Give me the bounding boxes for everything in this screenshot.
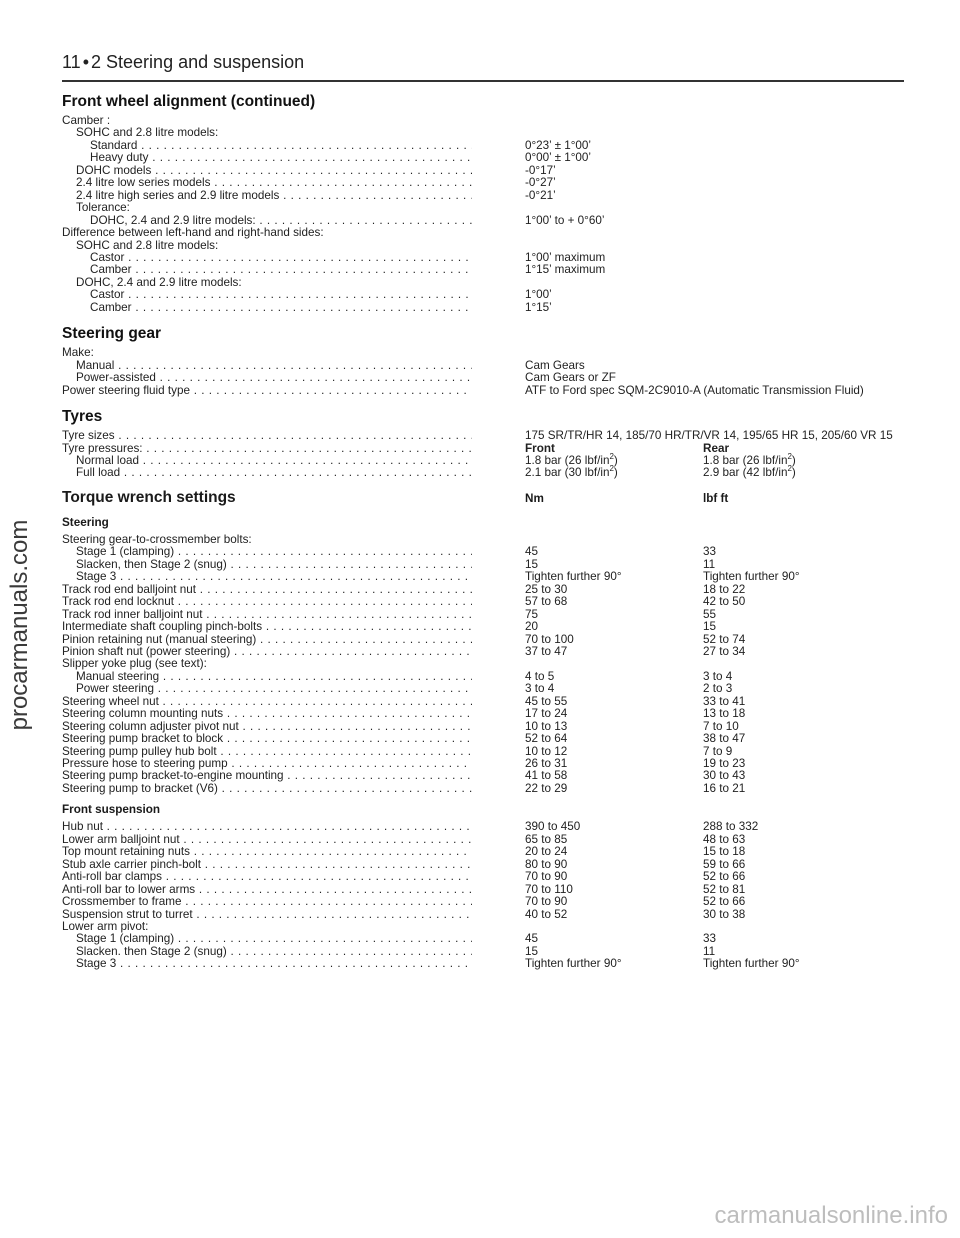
spec-label: Stage 3 . . .	[62, 571, 472, 583]
page-separator: •	[82, 52, 89, 72]
spec-value-imperial: 59 to 66	[703, 857, 746, 871]
spec-row	[62, 770, 904, 782]
alignment-title: Front wheel alignment (continued)	[62, 93, 316, 110]
value-text: 1.8 bar (26 lbf/in	[703, 453, 788, 467]
tyre-pressures-label: Tyre pressures: . . .	[62, 443, 472, 455]
spec-value: 45	[525, 932, 539, 946]
spec-row	[62, 202, 904, 214]
spec-label: Hub nut . . .	[62, 821, 472, 833]
spec-row	[62, 289, 904, 301]
spec-value: 57 to 68	[525, 595, 568, 609]
spec-value: 70 to 110	[525, 882, 573, 896]
spec-value-imperial: 27 to 34	[703, 644, 746, 658]
spec-label: Steering pump to bracket (V6) . . .	[62, 783, 472, 795]
spec-label: Stage 3 . . .	[62, 958, 472, 970]
spec-value: Cam Gears	[525, 358, 585, 372]
squared-mark: 2	[609, 452, 614, 462]
spec-row	[62, 746, 904, 758]
page-sub-number: 2	[91, 52, 102, 72]
full-load-front	[525, 464, 703, 480]
spec-value-imperial: 52 to 66	[703, 870, 746, 884]
steering-gear-title: Steering gear	[62, 325, 162, 343]
footer-watermark: carmanualsonline.info	[714, 1202, 948, 1229]
spec-row	[62, 834, 904, 846]
spec-row	[62, 958, 904, 970]
spec-row	[62, 227, 904, 239]
spec-value: 1°00’ maximum	[525, 250, 606, 264]
spec-value: -0°21’	[525, 188, 556, 202]
spec-row	[62, 671, 904, 683]
spec-value-imperial: 11	[703, 557, 716, 571]
spec-value-imperial: Tighten further 90°	[703, 570, 800, 584]
spec-row	[62, 430, 904, 442]
alignment-rows	[62, 115, 904, 314]
spec-label: Standard . . .	[62, 140, 472, 152]
spec-row	[62, 140, 904, 152]
spec-row	[62, 252, 904, 264]
tyres-title: Tyres	[62, 408, 103, 426]
spec-row	[62, 909, 904, 921]
spec-value-imperial: 18 to 22	[703, 582, 746, 596]
spec-label: Intermediate shaft coupling pinch-bolts . . .	[62, 621, 472, 633]
spec-row	[62, 846, 904, 858]
spec-label: Pinion retaining nut (manual steering) . . .	[62, 634, 472, 646]
spec-value-imperial: 288 to 332	[703, 820, 759, 834]
spec-label: Power steering . . .	[62, 683, 472, 695]
spec-row	[62, 733, 904, 745]
spec-label: Make:	[62, 347, 94, 360]
spec-row	[62, 933, 904, 945]
tyre-sizes-label: Tyre sizes . . .	[62, 430, 472, 442]
rear-column-label: Rear	[703, 441, 729, 455]
nm-column-label: Nm	[525, 491, 544, 505]
spec-label: SOHC and 2.8 litre models:	[76, 239, 219, 252]
spec-value-imperial: 3 to 4	[703, 669, 733, 683]
spec-row	[62, 921, 904, 933]
spec-value: 70 to 100	[525, 632, 574, 646]
spec-value: 1°15’	[525, 300, 552, 314]
spec-label: Anti-roll bar to lower arms . . .	[62, 884, 472, 896]
spec-row	[62, 464, 904, 480]
spec-value: 25 to 30	[525, 582, 568, 596]
spec-value: 1°00’ to + 0°60’	[525, 213, 605, 227]
spec-label: Stub axle carrier pinch-bolt . . .	[62, 859, 472, 871]
spec-value: Tighten further 90°	[525, 570, 622, 584]
spec-value: 17 to 24	[525, 707, 568, 721]
spec-label: Lower arm pivot:	[62, 921, 149, 934]
spec-row	[62, 372, 904, 384]
spec-value-imperial: 55	[703, 607, 717, 621]
spec-value-imperial: 52 to 81	[703, 882, 746, 896]
spec-value-imperial: 15	[703, 620, 717, 634]
tyres-rows	[62, 430, 904, 480]
spec-row	[62, 584, 904, 596]
spec-row	[62, 571, 904, 583]
torque-title: Torque wrench settings	[62, 488, 236, 506]
spec-value-imperial: 38 to 47	[703, 732, 746, 746]
spec-label: Suspension strut to turret . . .	[62, 909, 472, 921]
spec-row	[62, 609, 904, 621]
spec-row	[62, 215, 904, 227]
spec-row	[62, 190, 904, 202]
steering-subhead: Steering	[62, 515, 109, 529]
normal-load-label: Normal load . . .	[62, 455, 472, 467]
spec-value-imperial: 15 to 18	[703, 845, 746, 859]
spec-value-imperial: 48 to 63	[703, 832, 746, 846]
spec-value: Tighten further 90°	[525, 957, 622, 971]
spec-value: 52 to 64	[525, 732, 568, 746]
value-text: 2.9 bar (42 lbf/in	[703, 466, 788, 480]
spec-value: 15	[525, 944, 539, 958]
spec-label: Steering column mounting nuts . . .	[62, 708, 472, 720]
spec-value: 26 to 31	[525, 757, 568, 771]
spec-value: 15	[525, 557, 539, 571]
spec-row	[62, 884, 904, 896]
spec-value: 40 to 52	[525, 907, 568, 921]
spec-value-imperial: 13 to 18	[703, 707, 746, 721]
spec-value: 1°15’ maximum	[525, 263, 606, 277]
spec-label: Track rod end balljoint nut . . .	[62, 584, 472, 596]
spec-label: Camber . . .	[62, 264, 472, 276]
spec-value: 0°23’ ± 1°00’	[525, 138, 592, 152]
spec-value: 20	[525, 620, 539, 634]
squared-mark: 2	[609, 464, 614, 474]
spec-row	[62, 708, 904, 720]
spec-row	[62, 277, 904, 289]
spec-value-imperial: 2 to 3	[703, 682, 733, 696]
front-suspension-subhead: Front suspension	[62, 803, 161, 817]
spec-value: ATF to Ford spec SQM-2C9010-A (Automatic Transmission Fluid)	[525, 383, 864, 397]
spec-label: Stage 1 (clamping) . . .	[62, 933, 472, 945]
spec-value: 1°00’	[525, 288, 552, 302]
torque-header	[62, 488, 904, 508]
spec-row	[62, 896, 904, 908]
spec-label: Track rod end locknut . . .	[62, 596, 472, 608]
torque-suspension-rows	[62, 821, 904, 970]
spec-label: Steering pump pulley hub bolt . . .	[62, 746, 472, 758]
spec-label: Difference between left-hand and right-hand sides:	[62, 227, 324, 240]
close-paren: )	[613, 466, 618, 480]
spec-value: 75	[525, 607, 539, 621]
spec-row	[62, 546, 904, 558]
spec-value: 37 to 47	[525, 644, 568, 658]
spec-value: 70 to 90	[525, 895, 568, 909]
spec-value: 10 to 13	[525, 719, 568, 733]
spec-value: 41 to 58	[525, 769, 568, 783]
spec-row	[62, 360, 904, 372]
spec-value: Cam Gears or ZF	[525, 371, 616, 385]
header-text	[62, 50, 904, 74]
side-watermark-text: procarmanuals.com	[6, 519, 33, 731]
squared-mark: 2	[787, 452, 792, 462]
spec-row	[62, 165, 904, 177]
spec-row	[62, 621, 904, 633]
spec-value: 3 to 4	[525, 682, 555, 696]
front-column-label: Front	[525, 441, 555, 455]
spec-row	[62, 721, 904, 733]
spec-label: SOHC and 2.8 litre models:	[76, 127, 219, 140]
spec-value-imperial: 11	[703, 944, 716, 958]
spec-row	[62, 696, 904, 708]
spec-label: Heavy duty . . .	[62, 152, 472, 164]
spec-label: Steering pump bracket to block . . .	[62, 733, 472, 745]
torque-steering-rows	[62, 534, 904, 796]
steering-gear-rows	[62, 347, 904, 397]
close-paren: )	[791, 466, 796, 480]
spec-value-imperial: 7 to 10	[703, 719, 739, 733]
spec-value-imperial: 30 to 38	[703, 907, 746, 921]
spec-label: 2.4 litre low series models . . .	[62, 177, 472, 189]
spec-row	[62, 240, 904, 252]
chapter-title: Steering and suspension	[106, 52, 305, 72]
tyre-sizes-value: 175 SR/TR/HR 14, 185/70 HR/TR/VR 14, 195/65 HR 15, 205/60 VR 15	[525, 429, 893, 443]
spec-row	[62, 683, 904, 695]
spec-label: Manual steering . . .	[62, 671, 472, 683]
full-load-rear	[703, 464, 903, 480]
close-paren: )	[791, 453, 796, 467]
spec-content	[62, 92, 904, 971]
spec-label: Track rod inner balljoint nut . . .	[62, 609, 472, 621]
spec-label: Anti-roll bar clamps . . .	[62, 871, 472, 883]
spec-value-imperial: 30 to 43	[703, 769, 746, 783]
spec-value: -0°27’	[525, 176, 556, 190]
spec-label: Steering column adjuster pivot nut . . .	[62, 721, 472, 733]
spec-label: DOHC models . . .	[62, 165, 472, 177]
spec-value: 65 to 85	[525, 832, 568, 846]
spec-label: Crossmember to frame . . .	[62, 896, 472, 908]
spec-value-imperial: 33	[703, 932, 717, 946]
lbfft-column-label: lbf ft	[703, 491, 729, 505]
spec-value: 45	[525, 545, 539, 559]
spec-label: 2.4 litre high series and 2.9 litre models . . .	[62, 190, 472, 202]
spec-value: 0°00’ ± 1°00’	[525, 151, 592, 165]
spec-value-imperial: 52 to 66	[703, 895, 746, 909]
spec-label: Power-assisted . . .	[62, 372, 472, 384]
page-number: 11	[62, 52, 81, 72]
spec-row	[62, 177, 904, 189]
spec-value: 22 to 29	[525, 781, 568, 795]
spec-label: Slacken, then Stage 2 (snug) . . .	[62, 559, 472, 571]
value-text: 2.1 bar (30 lbf/in	[525, 466, 610, 480]
spec-row	[62, 127, 904, 139]
spec-label: Steering pump bracket-to-engine mounting . . .	[62, 770, 472, 782]
spec-value: 390 to 450	[525, 820, 581, 834]
spec-label: Castor . . .	[62, 252, 472, 264]
spec-row	[62, 634, 904, 646]
spec-value: -0°17’	[525, 163, 556, 177]
spec-row	[62, 783, 904, 795]
spec-label: Castor . . .	[62, 289, 472, 301]
spec-row	[62, 658, 904, 670]
spec-value-imperial: 52 to 74	[703, 632, 746, 646]
close-paren: )	[613, 453, 618, 467]
spec-row	[62, 859, 904, 871]
side-watermark	[2, 510, 38, 740]
page-header	[62, 50, 904, 82]
full-load-label: Full load . . .	[62, 467, 472, 479]
spec-row	[62, 302, 904, 314]
spec-label: Slacken. then Stage 2 (snug) . . .	[62, 946, 472, 958]
spec-value-imperial: 33	[703, 545, 717, 559]
spec-label: DOHC, 2.4 and 2.9 litre models:	[76, 276, 242, 289]
spec-row	[62, 264, 904, 276]
spec-row	[62, 347, 904, 359]
spec-row	[62, 871, 904, 883]
spec-row	[62, 534, 904, 546]
spec-label: Manual . . .	[62, 360, 472, 372]
value-text: 1.8 bar (26 lbf/in	[525, 453, 610, 467]
spec-label: Camber :	[62, 115, 111, 127]
spec-value: 70 to 90	[525, 870, 568, 884]
spec-label: DOHC, 2.4 and 2.9 litre models: . . .	[62, 215, 472, 227]
spec-value-imperial: 16 to 21	[703, 781, 746, 795]
spec-label: Steering gear-to-crossmember bolts:	[62, 533, 252, 546]
spec-label: Top mount retaining nuts . . .	[62, 846, 472, 858]
spec-label: Power steering fluid type . . .	[62, 385, 472, 397]
spec-label: Steering wheel nut . . .	[62, 696, 472, 708]
spec-row	[62, 821, 904, 833]
spec-value: 45 to 55	[525, 694, 568, 708]
spec-label: Slipper yoke plug (see text):	[62, 658, 207, 671]
spec-value-imperial: 42 to 50	[703, 595, 746, 609]
spec-value-imperial: Tighten further 90°	[703, 957, 800, 971]
squared-mark: 2	[787, 464, 792, 474]
spec-row	[62, 115, 904, 127]
spec-label: Camber . . .	[62, 302, 472, 314]
spec-value-imperial: 7 to 9	[703, 744, 733, 758]
spec-row	[62, 758, 904, 770]
spec-row	[62, 646, 904, 658]
spec-value-imperial: 33 to 41	[703, 694, 746, 708]
spec-row	[62, 596, 904, 608]
spec-label: Tolerance:	[76, 202, 130, 215]
spec-value: 4 to 5	[525, 669, 555, 683]
spec-row	[62, 152, 904, 164]
spec-value: 20 to 24	[525, 845, 568, 859]
spec-label: Pinion shaft nut (power steering) . . .	[62, 646, 472, 658]
spec-label: Pressure hose to steering pump . . .	[62, 758, 472, 770]
spec-value-imperial: 19 to 23	[703, 757, 746, 771]
spec-value: 10 to 12	[525, 744, 568, 758]
spec-row	[62, 385, 904, 397]
spec-label: Stage 1 (clamping) . . .	[62, 546, 472, 558]
spec-value: 80 to 90	[525, 857, 568, 871]
spec-label: Lower arm balljoint nut . . .	[62, 834, 472, 846]
